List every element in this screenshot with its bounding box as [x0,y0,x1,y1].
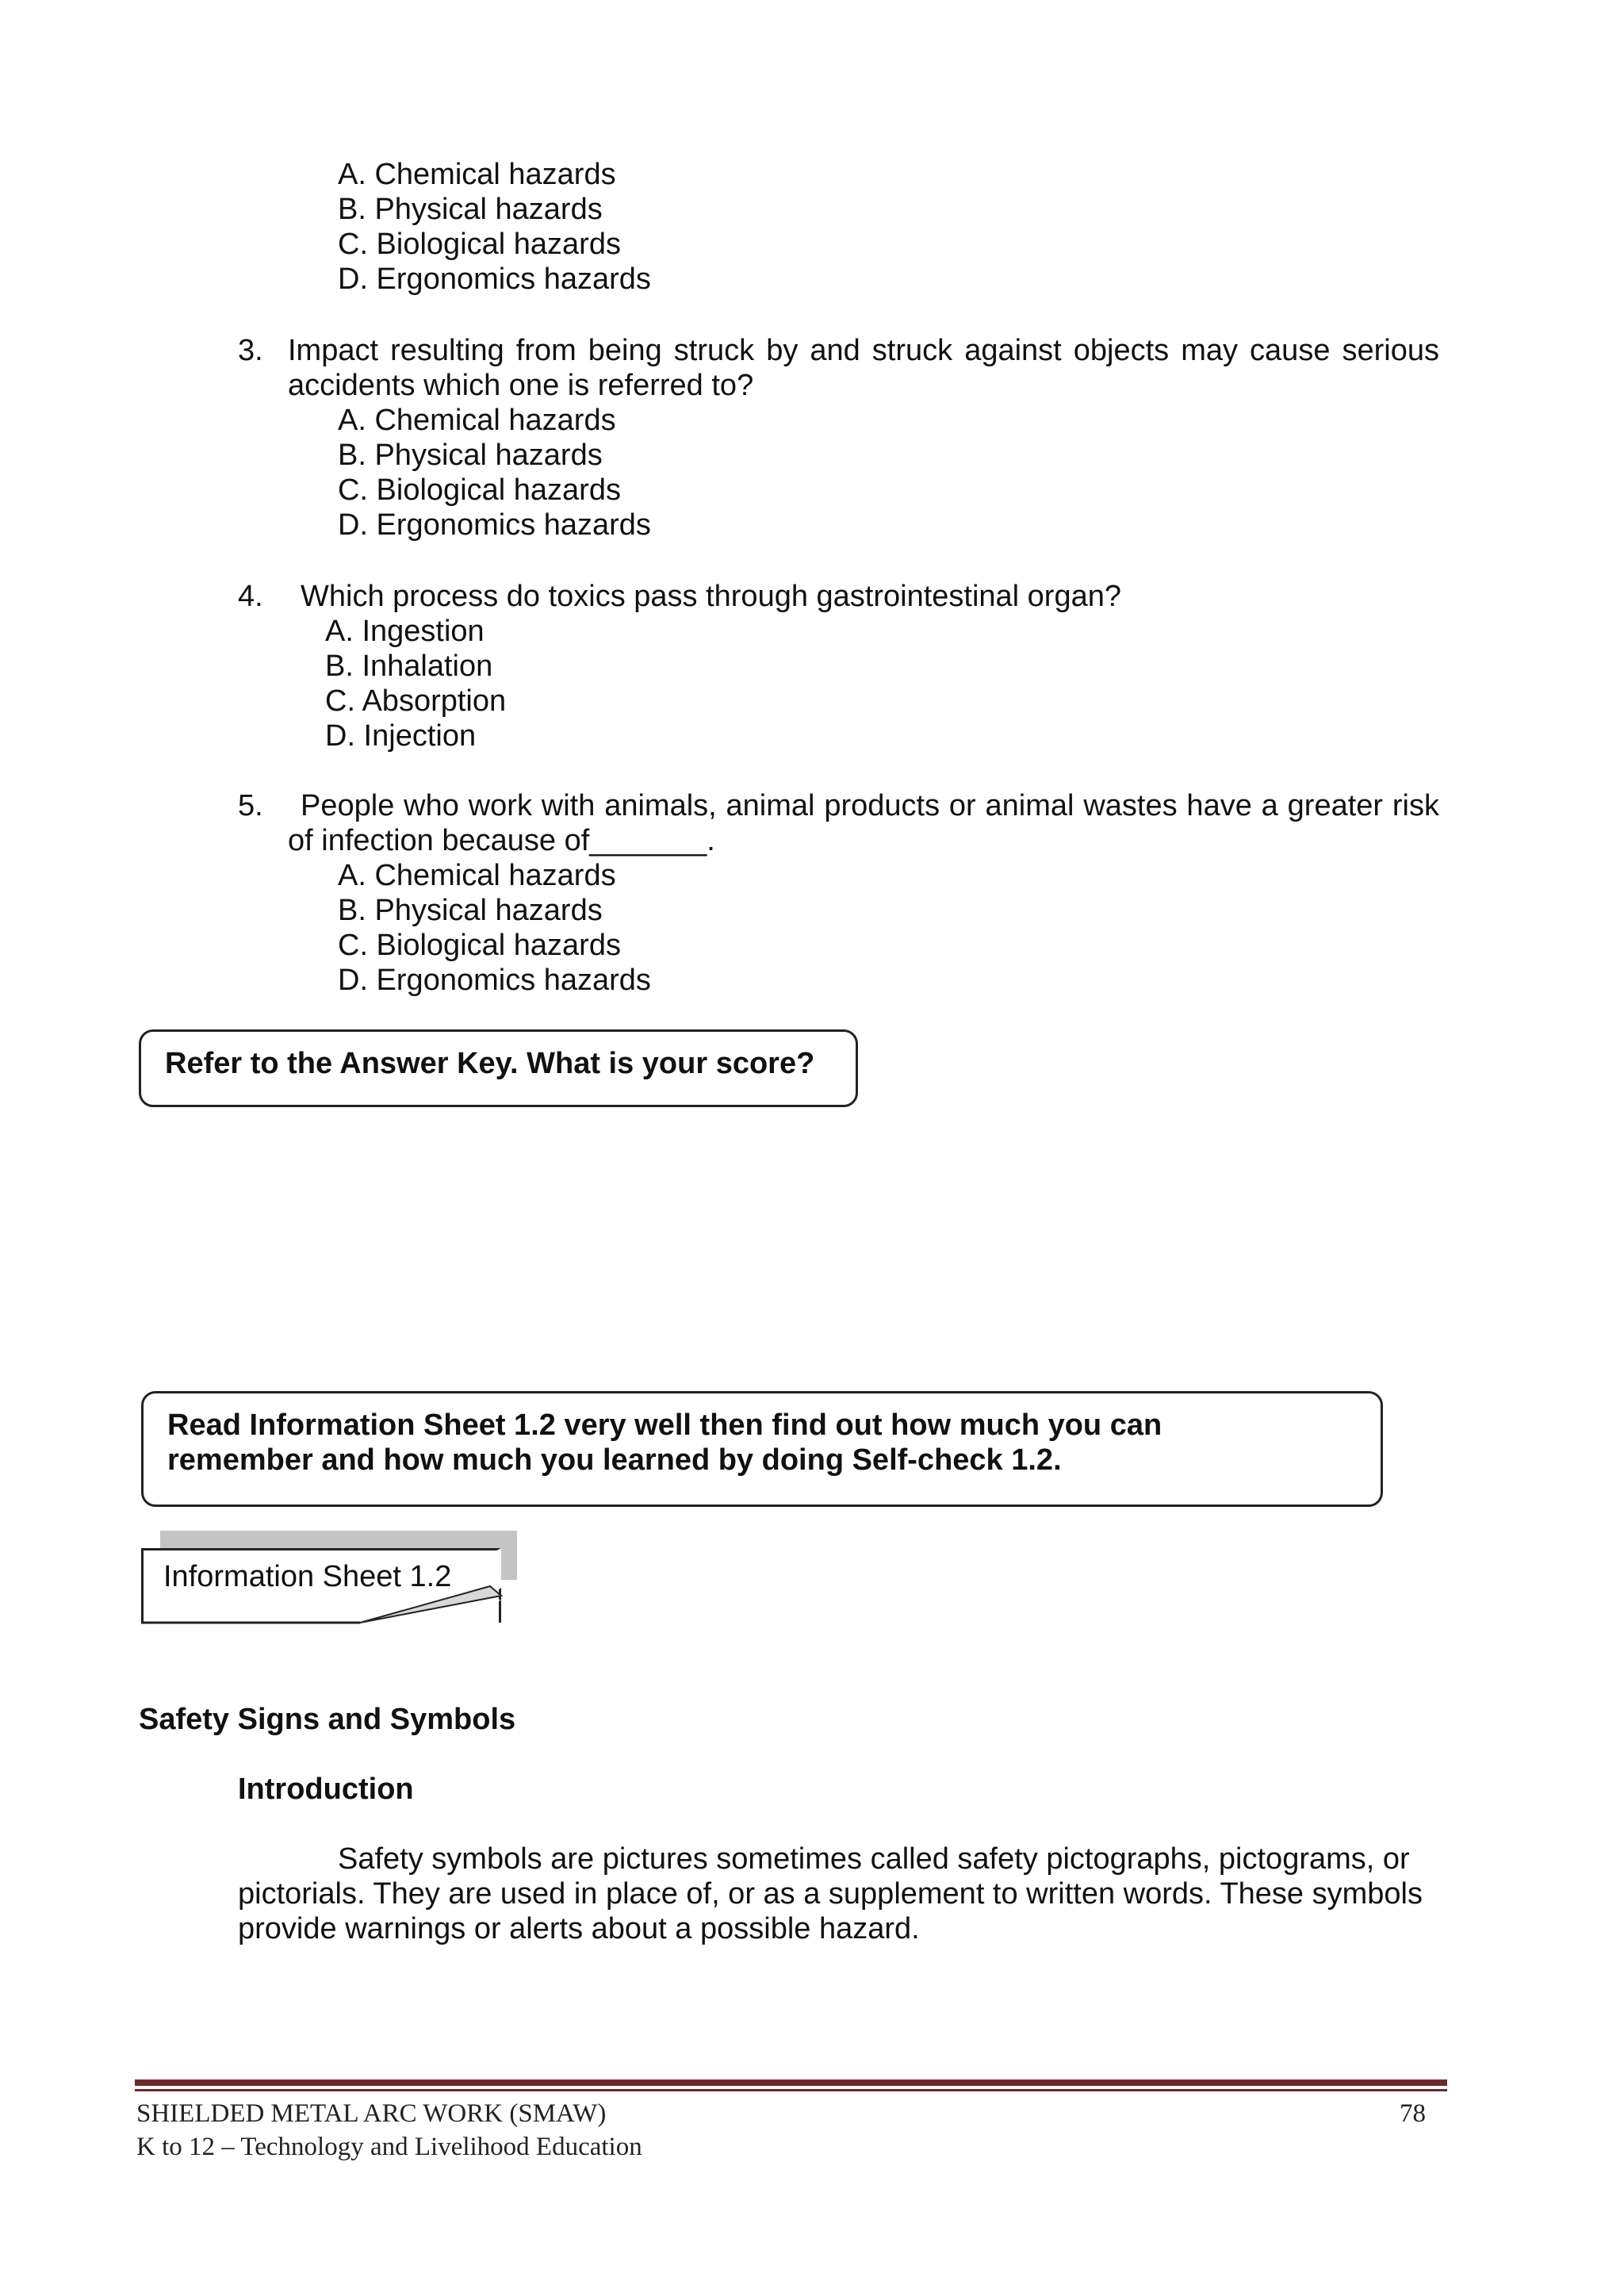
option-c: C. Biological hazards [338,473,621,507]
question-text-line-1: People who work with animals, animal products or animal wastes have a greater risk [301,789,1439,822]
option-a: A. Ingestion [325,615,485,648]
option-d: D. Ergonomics hazards [338,263,651,296]
option-b: B. Physical hazards [338,894,603,927]
question-text: Which process do toxics pass through gastrointestinal organ? [301,580,1121,613]
footer-rule-thick [135,2079,1447,2086]
question-number: 3. [238,334,263,367]
option-c: C. Biological hazards [338,228,621,261]
option-d: D. Injection [325,719,477,753]
tab-label: Information Sheet 1.2 [163,1560,452,1593]
read-instruction-line-2: remember and how much you learned by doing Self-check 1.2. [167,1443,1062,1477]
read-instruction-line-1: Read Information Sheet 1.2 very well then find out how much you can [167,1409,1162,1442]
paragraph-line-1: Safety symbols are pictures sometimes called safety pictographs, pictograms, or [338,1842,1410,1876]
footer-program: K to 12 – Technology and Livelihood Education [136,2133,642,2161]
option-a: A. Chemical hazards [338,859,616,892]
section-title: Safety Signs and Symbols [139,1703,516,1736]
option-b: B. Inhalation [325,650,493,683]
option-d: D. Ergonomics hazards [338,508,651,542]
answer-key-box [139,1029,858,1107]
paragraph-line-3: provide warnings or alerts about a possible hazard. [238,1912,920,1945]
footer-rule-thin [135,2089,1447,2091]
question-number: 4. [238,580,263,613]
option-c: C. Absorption [325,684,507,718]
question-text-line-2: accidents which one is referred to? [288,369,754,402]
question-text-line-2: of infection because of_______. [288,824,715,857]
paragraph-line-2: pictorials. They are used in place of, or as a supplement to written words. These symbols [238,1877,1423,1911]
question-number: 5. [238,789,263,822]
option-c: C. Biological hazards [338,929,621,962]
question-text-line-1: Impact resulting from being struck by and struck against objects may cause serious [288,334,1439,367]
answer-key-text: Refer to the Answer Key. What is your score? [165,1047,815,1080]
subsection-title: Introduction [238,1773,414,1806]
option-b: B. Physical hazards [338,193,603,226]
footer-course: SHIELDED METAL ARC WORK (SMAW) [136,2099,607,2128]
option-d: D. Ergonomics hazards [338,964,651,997]
option-b: B. Physical hazards [338,439,603,472]
page-number: 78 [1400,2099,1426,2128]
read-instruction-box [141,1391,1383,1507]
option-a: A. Chemical hazards [338,404,616,437]
option-a: A. Chemical hazards [338,158,616,191]
